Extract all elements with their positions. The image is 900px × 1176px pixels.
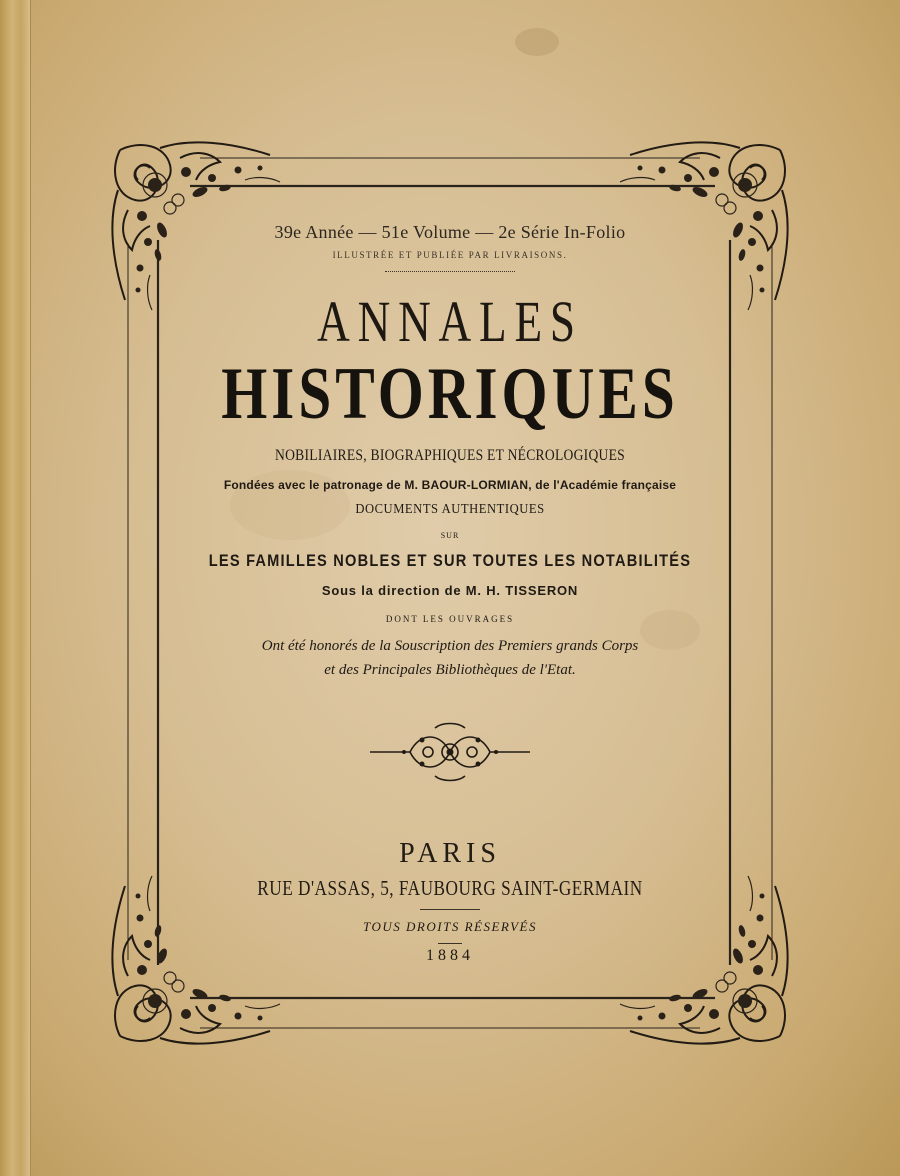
subtitle-dont: DONT LES OUVRAGES xyxy=(385,614,515,624)
imprint-address: RUE D'ASSAS, 5, FAUBOURG SAINT-GERMAIN xyxy=(257,876,643,900)
divider-rule xyxy=(385,271,515,272)
subtitle-honores-2: et des Principales Bibliothèques de l'Etat. xyxy=(324,662,576,678)
subtitle-fondees: Fondées avec le patronage de M. BAOUR-LORMIAN, de l'Académie française xyxy=(223,478,677,492)
subtitle-documents: DOCUMENTS AUTHENTIQUES xyxy=(355,502,545,517)
imprint-year: 1884 xyxy=(426,947,474,964)
subtitle-familles: LES FAMILLES NOBLES ET SUR TOUTES LES NOTABILITÉS xyxy=(208,551,692,570)
illustrated-line: ILLUSTRÉE ET PUBLIÉE PAR LIVRAISONS. xyxy=(332,250,568,260)
series-line: 39e Année — 51e Volume — 2e Série In-Folio xyxy=(274,222,626,242)
divider-rule xyxy=(420,909,480,910)
subtitle-direction: Sous la direction de M. H. TISSERON xyxy=(321,583,579,598)
subtitle-sur: SUR xyxy=(440,531,460,540)
subtitle-honores-1: Ont été honorés de la Souscription des Premiers grands Corps xyxy=(261,638,639,654)
title-annales: ANNALES xyxy=(317,289,583,354)
imprint-city: PARIS xyxy=(399,838,501,869)
title-historiques: HISTORIQUES xyxy=(221,353,679,435)
central-ornament-icon xyxy=(370,722,530,782)
divider-rule xyxy=(438,943,462,944)
imprint-rights: TOUS DROITS RÉSERVÉS xyxy=(363,919,537,934)
subtitle-nobiliaires: NOBILIAIRES, BIOGRAPHIQUES ET NÉCROLOGIQUES xyxy=(275,447,625,464)
